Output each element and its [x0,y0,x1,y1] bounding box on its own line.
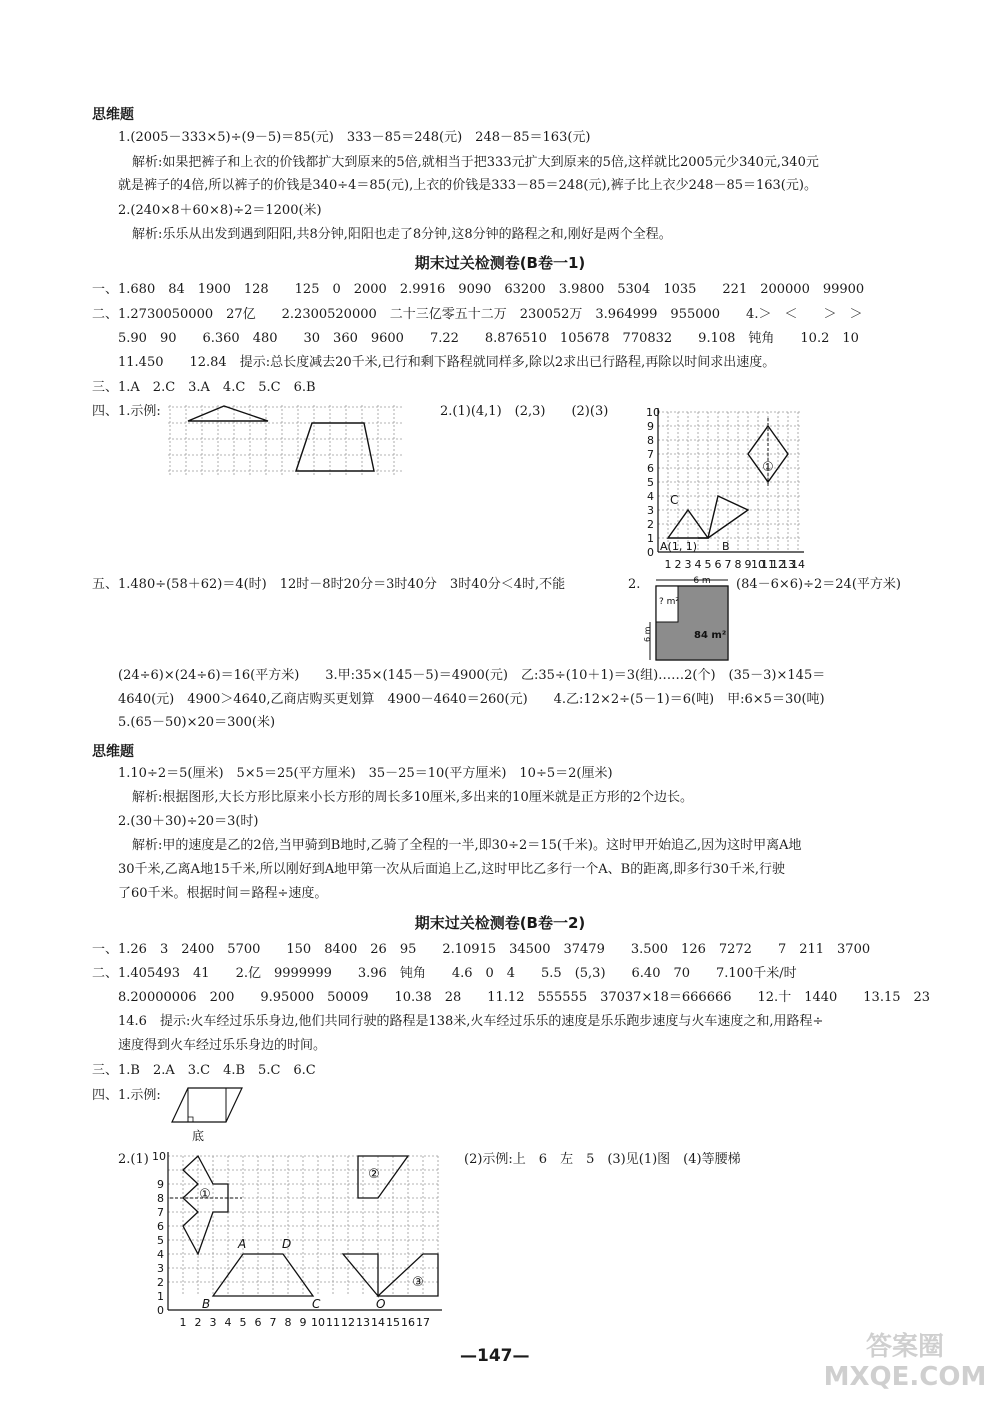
y-tick: 8 [647,434,654,447]
analysis-line: 30千米,乙离A地15千米,所以刚好到A地甲第一次从后面追上乙,这时甲比乙多行一个A、B的距离,即多行30千米,行驶 [118,862,786,877]
answer-row: 11.450 12.84 提示:总长度减去20千米,已行和剩下路程就同样多,除以2求出已行路程,再除以时间求出速度。 [118,355,776,370]
shapes-grid-b1 [168,405,404,479]
y-tick: 3 [647,504,654,517]
answer-row: 5.(65－50)×20＝300(米) [118,715,276,730]
y-tick: 6 [157,1220,164,1233]
shape-two [358,1156,408,1198]
y-tick: 0 [647,546,654,559]
answer-row: 三、1.A 2.C 3.A 4.C 5.C 6.B [92,380,316,395]
answer-row: 四、1.示例: [92,1088,161,1103]
answer-row: 5.90 90 6.360 480 30 360 9600 7.22 8.876510 105678 770832 9.108 钝角 10.2 10 [118,331,859,346]
exam-title-b2: 期末过关检测卷(B卷一2) [414,914,586,932]
analysis-line: 解析:根据图形,大长方形比原来小长方形的周长多10厘米,多出来的10厘米就是正方形的2个边长。 [132,790,694,805]
point-label-o: O [376,1297,386,1311]
x-tick: 3 [684,558,692,571]
answer-row: 速度得到火车经过乐乐身边的时间。 [118,1038,327,1053]
analysis-line: 解析:甲的速度是乙的2倍,当甲骑到B地时,乙骑了全程的一半,即30÷2＝15(千米)。这时甲开始追乙,因为这时甲离A地 [132,838,802,853]
analysis-line: 解析:如果把裤子和上衣的价钱都扩大到原来的5倍,就相当于把333元扩大到原来的5倍,这样就比2005元少340元,340元 [132,155,819,170]
y-tick: 10 [152,1150,166,1163]
answer-row: 4640(元) 4900＞4640,乙商店购买更划算 4900－4640＝260(元) 4.乙:12×2÷(5－1)＝6(吨) 甲:6×5＝30(吨) [118,692,825,707]
x-tick: 9 [299,1316,307,1329]
page-number: —147— [460,1346,530,1366]
coordinate-grid-b2 [150,1148,450,1338]
answer-row: 四、1.示例: [92,404,161,419]
x-tick: 2 [194,1316,202,1329]
x-tick: 6 [254,1316,262,1329]
answer-text: (84－6×6)÷2＝24(平方米) [736,577,901,592]
answer-row: 2.(1)(4,1) (2,3) (2)(3) [440,404,609,419]
point-label-a: A [238,1237,247,1251]
y-tick: 5 [647,476,654,489]
y-tick: 7 [157,1206,164,1219]
watermark-logo: 答案圈 MXQE.COM [823,1332,987,1392]
x-tick: 11 [761,558,775,571]
x-tick: 2 [674,558,682,571]
x-tick: 8 [284,1316,292,1329]
x-tick: 6 [714,558,722,571]
coordinate-grid-b1 [640,404,870,574]
point-label-c: C [670,493,679,507]
shape-one [183,1156,228,1254]
answer-row: 三、1.B 2.A 3.C 4.B 5.C 6.C [92,1063,316,1078]
shape-label-one: ① [199,1187,211,1202]
answer-line: 2.(30＋30)÷20＝3(时) [118,814,259,829]
shape-label-two: ② [368,1167,380,1182]
y-tick: 7 [647,448,654,461]
area-figure [644,574,734,664]
shape-label-three: ③ [412,1275,424,1290]
point-label-b: B [722,540,730,553]
answer-line: 1.(2005－333×5)÷(9－5)＝85(元) 333－85＝248(元) 248－85＝163(元) [118,130,591,145]
question-number: 2. [628,577,641,592]
exam-title-b1: 期末过关检测卷(B卷一1) [414,254,586,272]
parallelogram-figure [168,1084,248,1146]
x-tick: 4 [224,1316,232,1329]
x-tick: 12 [341,1316,355,1329]
dimension-left: 6 m [643,626,652,642]
y-tick: 4 [157,1248,164,1261]
answer-row: 二、1.405493 41 2.亿 9999999 3.96 钝角 4.6 0 4 5.5 (5,3) 6.40 70 7.100千米/时 [92,966,797,981]
x-tick: 7 [269,1316,277,1329]
y-tick: 3 [157,1262,164,1275]
known-area-label: 84 m² [694,630,727,641]
x-tick: 5 [704,558,712,571]
y-tick: 10 [646,406,660,419]
y-tick: 9 [647,420,654,433]
analysis-line: 了60千米。根据时间＝路程÷速度。 [118,886,328,901]
unknown-area-label: ? m² [659,597,680,607]
x-tick: 7 [724,558,732,571]
y-tick: 1 [647,532,654,545]
y-tick: 5 [157,1234,164,1247]
y-tick: 2 [647,518,654,531]
x-tick: 10 [751,558,765,571]
y-tick: 8 [157,1192,164,1205]
y-tick: 9 [157,1178,164,1191]
x-tick: 9 [744,558,752,571]
x-tick: 11 [326,1316,340,1329]
answer-line: 2.(240×8＋60×8)÷2＝1200(米) [118,203,322,218]
answer-line: 1.10÷2＝5(厘米) 5×5＝25(平方厘米) 35－25＝10(平方厘米) 10÷5＝2(厘米) [118,766,613,781]
answer-row: 14.6 提示:火车经过乐乐身边,他们共同行驶的路程是138米,火车经过乐乐的速度是乐乐跑步速度与火车速度之和,用路程÷ [118,1014,824,1029]
answer-row: 8.20000006 200 9.95000 50009 10.38 28 11.12 555555 37037×18＝666666 12.十 1440 13.15 23 [118,990,931,1005]
y-tick: 6 [647,462,654,475]
section-heading-thinking-2: 思维题 [92,744,134,760]
x-tick: 17 [416,1316,430,1329]
x-tick: 8 [734,558,742,571]
point-label-d: D [282,1237,292,1251]
point-label-a: A(1, 1) [660,540,698,553]
parallelogram-shape [172,1088,242,1122]
answer-row: (24÷6)×(24÷6)＝16(平方米) 3.甲:35×(145－5)＝4900(元) 乙:35÷(10＋1)＝3(组)……2(个) (35－3)×145＝ [118,668,826,683]
triangle-shape [188,406,268,421]
answer-row: 五、1.480÷(58＋62)＝4(时) 12时－8时20分＝3时40分 3时40分＜4时,不能 [92,577,566,592]
point-label-c: C [312,1297,321,1311]
x-tick: 1 [179,1316,187,1329]
section-heading-thinking-1: 思维题 [92,107,134,123]
answer-row: 二、1.2730050000 27亿 2.2300520000 二十三亿零五十二万 230052万 3.964999 955000 4.＞ ＜ ＞ ＞ [92,307,863,322]
shape-label-one: ① [762,460,774,475]
x-tick: 14 [791,558,805,571]
x-tick: 10 [311,1316,325,1329]
question-number: 2.(1) [118,1152,149,1167]
dimension-top: 6 m [693,576,711,586]
x-tick: 15 [386,1316,400,1329]
x-tick: 12 [771,558,785,571]
x-tick: 14 [371,1316,385,1329]
y-tick: 0 [157,1304,164,1317]
x-tick: 13 [356,1316,370,1329]
y-tick: 4 [647,490,654,503]
x-tick: 3 [209,1316,217,1329]
x-tick: 13 [781,558,795,571]
answer-row: 一、1.26 3 2400 5700 150 8400 26 95 2.10915 34500 37479 3.500 126 7272 7 211 3700 [92,942,871,957]
y-tick: 1 [157,1290,164,1303]
answer-row: 一、1.680 84 1900 128 125 0 2000 2.9916 9090 63200 3.9800 5304 1035 221 200000 99900 [92,282,865,297]
answer-row: (2)示例:上 6 左 5 (3)见(1)图 (4)等腰梯 [464,1152,741,1167]
x-tick: 1 [664,558,672,571]
analysis-line: 就是裤子的4倍,所以裤子的价钱是340÷4＝85(元),上衣的价钱是333－85＝248(元),裤子比上衣少248－85＝163(元)。 [118,178,817,193]
y-tick: 2 [157,1276,164,1289]
x-tick: 4 [694,558,702,571]
x-tick: 16 [401,1316,415,1329]
x-tick: 5 [239,1316,247,1329]
base-label: 底 [192,1129,205,1143]
analysis-line: 解析:乐乐从出发到遇到阳阳,共8分钟,阳阳也走了8分钟,这8分钟的路程之和,刚好是两个全程。 [132,227,672,242]
point-label-b: B [202,1297,211,1311]
